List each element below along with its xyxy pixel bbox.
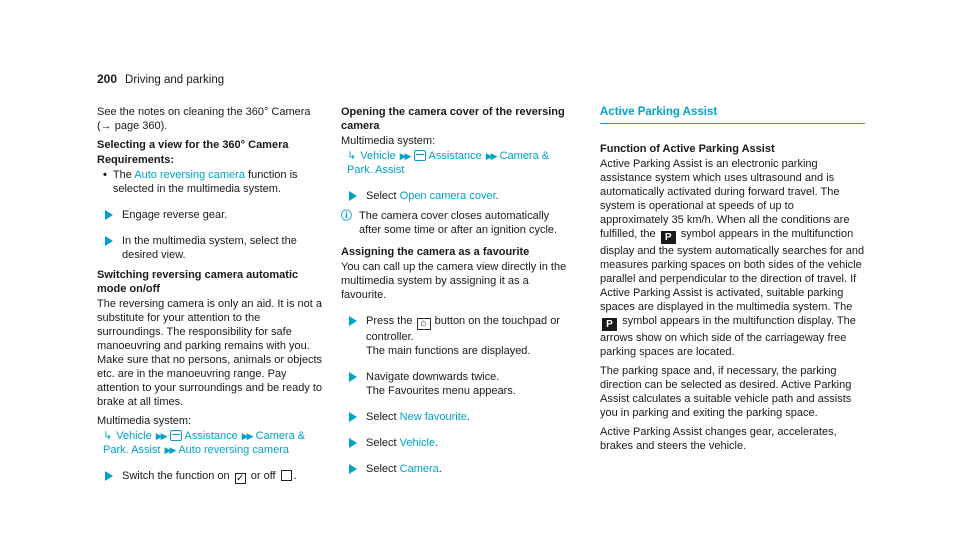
note: ⓘ The camera cover closes automatically after some time or after an ignition cycle. (341, 210, 558, 236)
selecting-heading: Selecting a view for the 360° Camera (97, 139, 289, 151)
checkbox-on-icon: ✓ (235, 473, 245, 484)
intro-text: See the notes on cleaning the 360° Camera (→ page 360). (97, 106, 311, 132)
path-auto-reversing[interactable]: Auto reversing camera (178, 444, 289, 456)
path-vehicle[interactable]: Vehicle (360, 150, 396, 162)
path-camera[interactable]: Camera & Park. Assist (103, 430, 306, 456)
switching-heading: Switching reversing camera automatic mode on/off (97, 269, 299, 295)
step-arrow-icon (349, 316, 357, 326)
camera-link[interactable]: Camera (399, 463, 439, 475)
favourite-heading: Assigning the camera as a favourite (341, 246, 530, 258)
section-title: Driving and parking (125, 74, 225, 86)
home-icon: ⌂ (417, 318, 431, 330)
assistance-car-icon (414, 150, 426, 161)
multimedia-label: Multimedia system: (97, 415, 192, 427)
step-arrow-icon (105, 210, 113, 220)
menu-path (97, 429, 325, 457)
function-body: Active Parking Assist is an electronic parking assistance system which uses ultrasound and is automatically activated during forward travel. The system is operational at speeds of up to approximately 35 km/h. When all the conditions are fulfilled, the P symbol appears in the multifunction display and the system automatically searches for and measures parking spaces on both sides of the vehicle parallel and perpendicular to the direction of travel. If Active Parking Assist is activated, suitable parking spaces are displayed in the multimedia system. The P symbol appears in the multifunction display. The arrows show on which side of the carriageway free parking spaces are located. (600, 158, 865, 358)
vehicle-link[interactable]: Vehicle (399, 437, 436, 449)
double-chevron-icon: ▶▶ (485, 151, 496, 161)
step-select-camera: Select Camera. (341, 462, 569, 476)
step-select-view: In the multimedia system, select the desired view. (97, 234, 325, 262)
switching-body: The reversing camera is only an aid. It is not a substitute for your attention to the surroundings. The responsibility for safe manoeuvring and parking remains with you. Make sure that no persons, animals or objects etc. are in the manoeuvring range. Pay attention to your surroundings and be ready to brake at all times. (97, 298, 323, 408)
opening-heading: Opening the camera cover of the reversing camera (341, 106, 565, 132)
requirement-item: • The Auto reversing camera function is selected in the multimedia system. (103, 169, 298, 195)
path-camera[interactable]: Camera & Park. Assist (347, 150, 550, 176)
requirements-heading: Requirements: (97, 154, 175, 166)
step-arrow-icon (349, 191, 357, 201)
menu-path (341, 149, 569, 177)
assistance-car-icon (170, 430, 182, 441)
path-assistance[interactable]: Assistance (428, 150, 482, 162)
step-arrow-icon (349, 438, 357, 448)
parking-actions-text: Active Parking Assist changes gear, accelerates, brakes and steers the vehicle. (600, 426, 837, 452)
parking-assist-icon: P (661, 231, 676, 244)
step-arrow-icon (349, 464, 357, 474)
menu-arrow-icon: ↳ (103, 430, 113, 442)
open-camera-cover-link[interactable]: Open camera cover (399, 190, 496, 202)
column-2 (341, 105, 569, 482)
step-press-home: Press the ⌂ button on the touchpad or controller. The main functions are displayed. (341, 314, 569, 358)
section-heading: Active Parking Assist (600, 105, 865, 124)
auto-reversing-camera-link[interactable]: Auto reversing camera (134, 169, 245, 181)
step-arrow-icon (105, 236, 113, 246)
step-arrow-icon (105, 471, 113, 481)
page-header (97, 72, 224, 87)
step-navigate-down: Navigate downwards twice. The Favourites menu appears. (341, 370, 569, 398)
step-switch-function: Switch the function on ✓ or off . (97, 469, 325, 484)
double-chevron-icon: ▶▶ (155, 431, 166, 441)
info-icon: ⓘ (341, 210, 352, 222)
menu-arrow-icon: ↳ (347, 150, 357, 162)
favourite-body: You can call up the camera view directly in the multimedia system by assigning it as a favourite. (341, 261, 567, 301)
step-select-vehicle: Select Vehicle. (341, 436, 569, 450)
double-chevron-icon: ▶▶ (164, 445, 175, 455)
double-chevron-icon: ▶▶ (399, 151, 410, 161)
step-engage-reverse: Engage reverse gear. (97, 208, 325, 222)
column-3 (600, 105, 865, 458)
step-new-favourite: Select New favourite. (341, 410, 569, 424)
double-chevron-icon: ▶▶ (241, 431, 252, 441)
parking-space-icon: P (602, 318, 617, 331)
new-favourite-link[interactable]: New favourite (399, 411, 467, 423)
column-1 (97, 105, 325, 490)
step-arrow-icon (349, 412, 357, 422)
checkbox-off-icon (281, 470, 292, 481)
bullet-icon: • (103, 169, 107, 181)
step-open-cover: Select Open camera cover. (341, 189, 569, 203)
parking-direction-text: The parking space and, if necessary, the parking direction can be selected as desired. Active Parking Assist calculates a suitable vehicle path and assists you in parking and exiting the parking space. (600, 365, 852, 419)
step-arrow-icon (349, 372, 357, 382)
path-assistance[interactable]: Assistance (184, 430, 238, 442)
page-number: 200 (97, 72, 118, 86)
multimedia-label: Multimedia system: (341, 135, 436, 147)
path-vehicle[interactable]: Vehicle (116, 430, 152, 442)
function-heading: Function of Active Parking Assist (600, 143, 775, 155)
